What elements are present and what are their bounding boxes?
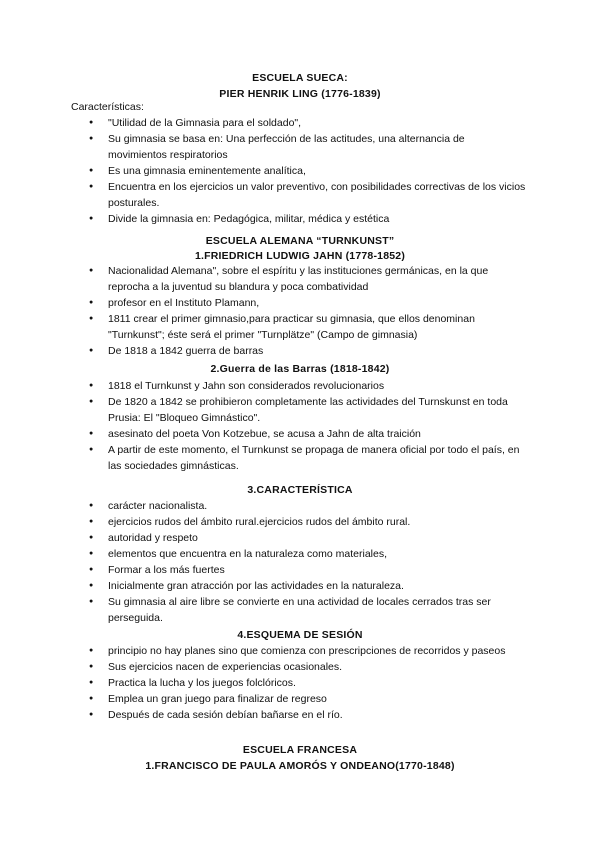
caracteristicas-label: Características: [71, 101, 144, 113]
list-item: ● A partir de este momento, el Turnkunst se propaga de manera oficial por todo el país, en las sociedades gimnásticas. [0, 442, 526, 474]
section-title-esquema-sesion: 4.ESQUEMA DE SESIÓN [237, 629, 363, 641]
list-item: ● autoridad y respeto [0, 530, 526, 546]
list-item: ● Su gimnasia se basa en: Una perfección de las actitudes, una alternancia de movimientos respiratorios [0, 131, 526, 163]
section-title-guerra-barras: 2.Guerra de las Barras (1818-1842) [210, 363, 390, 375]
list-item: ● asesinato del poeta Von Kotzebue, se acusa a Jahn de alta traición [0, 426, 526, 442]
section-subtitle-ling: PIER HENRIK LING (1776-1839) [219, 88, 381, 100]
list-item: ● Nacionalidad Alemana", sobre el espíritu y las instituciones germánicas, en la que reprocha a la juventud su blandura y poca combatividad [0, 263, 526, 295]
list-item: ● Después de cada sesión debían bañarse en el río. [0, 707, 526, 723]
list-item: ● profesor en el Instituto Plamann, [0, 295, 526, 311]
list-item: ● De 1820 a 1842 se prohibieron completamente las actividades del Turnskunst en toda Prusia: El "Bloqueo Gimnástico". [0, 394, 526, 426]
list-item: ● De 1818 a 1842 guerra de barras [0, 343, 526, 359]
caracteristica-list [0, 498, 526, 626]
list-item: ● elementos que encuentra en la naturaleza como materiales, [0, 546, 526, 562]
list-item: ● Emplea un gran juego para finalizar de regreso [0, 691, 526, 707]
section-title-escuela-sueca: ESCUELA SUECA: [252, 72, 348, 84]
esquema-sesion-list [0, 643, 526, 723]
list-item: ● carácter nacionalista. [0, 498, 526, 514]
list-item: ● Encuentra en los ejercicios un valor preventivo, con posibilidades correctivas de los vicios posturales. [0, 179, 526, 211]
list-item: ● Practica la lucha y los juegos folclóricos. [0, 675, 526, 691]
section-title-escuela-francesa: ESCUELA FRANCESA [242, 744, 358, 756]
section-title-caracteristica: 3.CARACTERÍSTICA [247, 484, 353, 496]
list-item: ● Sus ejercicios nacen de experiencias ocasionales. [0, 659, 526, 675]
list-item: ● ejercicios rudos del ámbito rural.ejercicios rudos del ámbito rural. [0, 514, 526, 530]
jahn-list [0, 263, 526, 359]
list-item: ● Divide la gimnasia en: Pedagógica, militar, médica y estética [0, 211, 526, 227]
list-item: ● Formar a los más fuertes [0, 562, 526, 578]
section-subtitle-amoros: 1.FRANCISCO DE PAULA AMORÓS Y ONDEANO(1770-1848) [145, 760, 455, 772]
list-item: ● "Utilidad de la Gimnasia para el soldado", [0, 115, 526, 131]
escuela-sueca-list [0, 115, 526, 227]
section-subtitle-jahn: 1.FRIEDRICH LUDWIG JAHN (1778-1852) [194, 250, 406, 262]
list-item: ● Inicialmente gran atracción por las actividades en la naturaleza. [0, 578, 526, 594]
list-item: ● 1811 crear el primer gimnasio,para practicar su gimnasia, que ellos denominan "Turnkunst"; éste será el primer "Turnplätze" (Campo de gimnasia) [0, 311, 526, 343]
list-item: ● principio no hay planes sino que comienza con prescripciones de recorridos y paseos [0, 643, 526, 659]
list-item: ● 1818 el Turnkunst y Jahn son considerados revolucionarios [0, 378, 526, 394]
list-item: ● Su gimnasia al aire libre se convierte en una actividad de locales cerrados tras ser perseguida. [0, 594, 526, 626]
section-title-escuela-alemana: ESCUELA ALEMANA “TURNKUNST” [205, 235, 395, 247]
guerra-barras-list [0, 378, 526, 474]
list-item: ● Es una gimnasia eminentemente analítica, [0, 163, 526, 179]
